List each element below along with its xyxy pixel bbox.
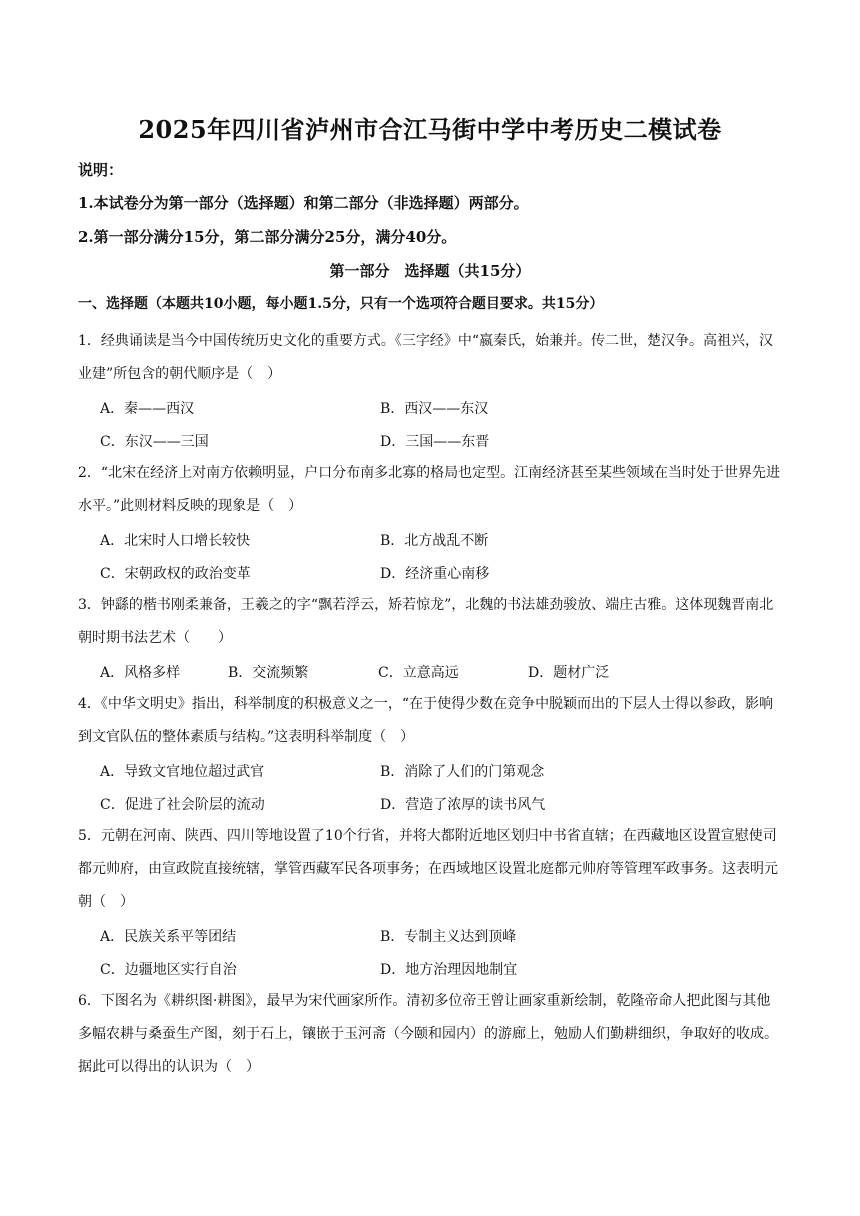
option-row xyxy=(100,952,782,985)
question-stem: 1．经典诵读是当今中国传统历史文化的重要方式。《三字经》中“嬴秦氏，始兼并。传二世，楚汉争。高祖兴，汉业建”所包含的朝代顺序是（ ） xyxy=(78,333,774,382)
question-1 xyxy=(78,325,782,457)
option-c[interactable]: C．边疆地区实行自治 xyxy=(100,961,237,978)
page-title: 2025年四川省泸州市合江马街中学中考历史二模试卷 xyxy=(138,115,722,144)
question-stem: 6．下图名为《耕织图·耕图》，最早为宋代画家所作。清初多位帝王曾让画家重新绘制，乾隆帝命人把此图与其他多幅农耕与桑蚕生产图，刻于石上，镶嵌于玉河斋（今颐和园内）的游廊上，勉励人们勤耕细织，争取好的收成。据此可以得出的认识为（ ） xyxy=(78,993,778,1075)
option-row xyxy=(100,424,782,457)
option-row xyxy=(100,754,782,787)
option-b[interactable]: B．消除了人们的门第观念 xyxy=(380,763,545,780)
question-stem: 5．元朝在河南、陕西、四川等地设置了10个行省，并将大都附近地区划归中书省直辖；在西藏地区设置宣慰使司都元帅府，由宣政院直接统辖，掌管西藏军民各项事务；在西域地区设置北庭都元帅府等管理军政事务。这表明元朝（ ） xyxy=(78,828,778,910)
option-row xyxy=(100,919,782,952)
note-label: 说明： xyxy=(78,161,124,179)
note-line-2: 2.第一部分满分15分，第二部分满分25分，满分40分。 xyxy=(78,228,457,246)
section-title: 一、选择题（本题共10小题，每小题1.5分，只有一个选项符合题目要求。共15分） xyxy=(78,296,604,312)
option-a[interactable]: A．导致文官地位超过武官 xyxy=(100,763,265,780)
option-c[interactable]: C．宋朝政权的政治变革 xyxy=(100,565,251,582)
part-title: 第一部分 选择题（共15分） xyxy=(329,262,531,280)
question-3 xyxy=(78,589,782,688)
option-d[interactable]: D．营造了浓厚的读书风气 xyxy=(380,796,546,813)
option-b[interactable]: B．西汉——东汉 xyxy=(380,400,489,417)
question-stem: 2．“北宋在经济上对南方依赖明显，户口分布南多北寡的格局也定型。江南经济甚至某些领域在当时处于世界先进水平。”此则材料反映的现象是（ ） xyxy=(78,465,781,514)
option-d[interactable]: D．地方治理因地制宜 xyxy=(380,961,518,978)
option-row xyxy=(100,556,782,589)
option-row xyxy=(100,787,782,820)
note-line-1: 1.本试卷分为第一部分（选择题）和第二部分（非选择题）两部分。 xyxy=(78,194,529,212)
option-c[interactable]: C．东汉——三国 xyxy=(100,433,209,450)
option-c[interactable]: C．立意高远 xyxy=(378,664,459,681)
option-row xyxy=(100,655,782,688)
option-b[interactable]: B．交流频繁 xyxy=(228,664,309,681)
option-row xyxy=(100,523,782,556)
option-a[interactable]: A．秦——西汉 xyxy=(100,400,195,417)
options xyxy=(78,523,782,589)
option-a[interactable]: A．风格多样 xyxy=(100,664,181,681)
options xyxy=(78,754,782,820)
options xyxy=(78,391,782,457)
question-5 xyxy=(78,820,782,985)
option-a[interactable]: A．民族关系平等团结 xyxy=(100,928,237,945)
option-d[interactable]: D．三国——东晋 xyxy=(380,433,490,450)
option-b[interactable]: B．北方战乱不断 xyxy=(380,532,489,549)
question-6 xyxy=(78,985,782,1084)
question-2 xyxy=(78,457,782,589)
option-b[interactable]: B．专制主义达到顶峰 xyxy=(380,928,517,945)
option-c[interactable]: C．促进了社会阶层的流动 xyxy=(100,796,265,813)
question-4 xyxy=(78,688,782,820)
options xyxy=(78,919,782,985)
options xyxy=(78,655,782,688)
option-a[interactable]: A．北宋时人口增长较快 xyxy=(100,532,251,549)
option-d[interactable]: D．题材广泛 xyxy=(528,664,610,681)
option-row xyxy=(100,391,782,424)
option-d[interactable]: D．经济重心南移 xyxy=(380,565,490,582)
question-stem: 3．钟繇的楷书刚柔兼备，王羲之的字“飘若浮云，矫若惊龙”，北魏的书法雄劲骏放、端庄古雅。这体现魏晋南北朝时期书法艺术（ ） xyxy=(78,597,774,646)
question-stem: 4．《中华文明史》指出，科举制度的积极意义之一，“在于使得少数在竞争中脱颖而出的下层人士得以参政，影响到文官队伍的整体素质与结构。”这表明科举制度（ ） xyxy=(78,696,774,745)
